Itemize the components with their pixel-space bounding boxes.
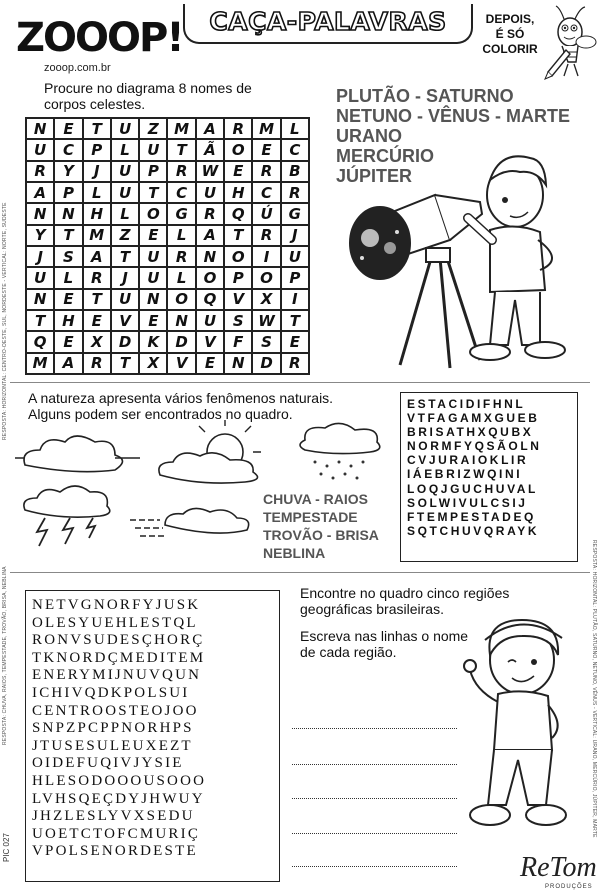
weather-grid-row[interactable]: SOLWIVULCSIJ: [407, 495, 528, 510]
grid-cell[interactable]: N: [167, 310, 195, 331]
side-answer-left-bottom: RESPOSTA: CHUVA, RAIOS, TEMPESTADE, TROVÃO, BRISA, NEBLINA: [2, 566, 8, 745]
grid-cell[interactable]: V: [196, 331, 224, 352]
grid-cell[interactable]: J: [281, 225, 309, 246]
section2-instruction-line-2: Alguns podem ser encontrados no quadro.: [28, 406, 293, 422]
regions-grid-row[interactable]: LVHSQEÇDYJHWUY: [32, 790, 205, 807]
grid-cell[interactable]: T: [111, 246, 139, 267]
celestial-words-line-3: URANO: [336, 126, 402, 146]
grid-cell[interactable]: M: [167, 118, 195, 139]
section3-instruction-2: [300, 628, 468, 660]
grid-cell[interactable]: M: [83, 225, 111, 246]
grid-cell[interactable]: U: [111, 161, 139, 182]
grid-cell[interactable]: D: [252, 353, 280, 374]
grid-cell[interactable]: L: [111, 139, 139, 160]
grid-cell[interactable]: Y: [26, 225, 54, 246]
grid-cell[interactable]: P: [139, 161, 167, 182]
celestial-bodies-grid: [25, 117, 310, 375]
coloring-note: [480, 12, 540, 57]
grid-cell[interactable]: V: [111, 310, 139, 331]
boy-telescope-illustration: [340, 140, 590, 380]
grid-cell[interactable]: P: [281, 267, 309, 288]
regions-grid-row[interactable]: JTUSESULEUXEZT: [32, 737, 193, 754]
grid-cell[interactable]: R: [196, 203, 224, 224]
weather-grid-row[interactable]: IÁEBRIZWQINI: [407, 467, 523, 482]
bee-pencil-illustration: [538, 2, 598, 80]
weather-words-line-2: TEMPESTADE: [263, 509, 358, 525]
grid-cell[interactable]: O: [196, 267, 224, 288]
grid-cell[interactable]: Z: [111, 225, 139, 246]
grid-cell[interactable]: L: [281, 118, 309, 139]
answer-line-4[interactable]: [292, 833, 457, 834]
section1-instruction-line-2: corpos celestes.: [44, 96, 146, 112]
grid-cell[interactable]: W: [196, 161, 224, 182]
grid-cell[interactable]: T: [83, 289, 111, 310]
section2-instruction-line-1: A natureza apresenta vários fenômenos naturais.: [28, 390, 334, 406]
grid-cell[interactable]: D: [111, 331, 139, 352]
grid-cell[interactable]: R: [252, 225, 280, 246]
grid-cell[interactable]: E: [54, 289, 82, 310]
grid-cell[interactable]: M: [252, 118, 280, 139]
celestial-words-line-5: JÚPITER: [336, 166, 413, 186]
grid-cell[interactable]: T: [139, 182, 167, 203]
page-title: CAÇA-PALAVRAS: [209, 7, 447, 36]
coloring-note-line-1: DEPOIS,: [485, 12, 535, 26]
grid-cell[interactable]: I: [281, 289, 309, 310]
grid-cell[interactable]: O: [139, 203, 167, 224]
regions-grid-row[interactable]: ICHIVQDKPOLSUI: [32, 684, 190, 701]
grid-cell[interactable]: E: [54, 118, 82, 139]
regions-grid-row[interactable]: SNPZPCPPNORHPS: [32, 720, 194, 737]
regions-grid-row[interactable]: TKNORDÇMEDITEM: [32, 649, 206, 666]
zooop-logo: ZOOOP!: [16, 15, 183, 61]
section1-instruction-line-1: Procure no diagrama 8 nomes de: [44, 80, 252, 96]
grid-cell[interactable]: L: [54, 267, 82, 288]
page-code: PIC 027: [2, 833, 11, 862]
grid-cell[interactable]: N: [26, 203, 54, 224]
grid-cell[interactable]: E: [54, 331, 82, 352]
grid-cell[interactable]: J: [83, 161, 111, 182]
grid-cell[interactable]: C: [167, 182, 195, 203]
grid-cell[interactable]: N: [54, 203, 82, 224]
weather-words-line-4: NEBLINA: [263, 545, 326, 561]
grid-cell[interactable]: X: [139, 353, 167, 374]
grid-cell[interactable]: H: [83, 203, 111, 224]
grid-cell[interactable]: R: [252, 161, 280, 182]
grid-cell[interactable]: B: [281, 161, 309, 182]
grid-cell[interactable]: Ú: [252, 203, 280, 224]
grid-cell[interactable]: U: [111, 182, 139, 203]
grid-cell[interactable]: E: [139, 225, 167, 246]
regions-grid-row[interactable]: NETVGNORFYJUSK: [32, 597, 201, 613]
grid-cell[interactable]: E: [139, 310, 167, 331]
grid-cell[interactable]: S: [252, 331, 280, 352]
logo-url: zooop.com.br: [44, 62, 111, 74]
grid-cell[interactable]: T: [54, 225, 82, 246]
grid-cell[interactable]: W: [252, 310, 280, 331]
grid-cell[interactable]: O: [224, 246, 252, 267]
retom-brand-subtitle: PRODUÇÕES: [545, 884, 593, 890]
section3-instruction-2-line-2: de cada região.: [300, 644, 397, 660]
grid-cell[interactable]: R: [224, 118, 252, 139]
grid-cell[interactable]: P: [54, 182, 82, 203]
grid-cell[interactable]: A: [83, 246, 111, 267]
section3-instruction-1-line-2: geográficas brasileiras.: [300, 601, 444, 617]
answer-line-1[interactable]: [292, 728, 457, 729]
grid-cell[interactable]: E: [252, 139, 280, 160]
grid-cell[interactable]: U: [26, 139, 54, 160]
regions-grid-row[interactable]: CENTROOSTEOJOO: [32, 702, 199, 719]
grid-cell[interactable]: R: [26, 161, 54, 182]
weather-grid-row[interactable]: NORMFYQSÃOLN: [407, 439, 542, 454]
regions-grid-row[interactable]: VPOLSENORDESTE: [32, 843, 198, 860]
side-answer-right: RESPOSTA: HORIZONTAL: PLUTÃO, SATURNO, NETUNO, VÊNUS - VERTICAL: URANO, MERCÚRIO, JÚPITER, MARTE: [591, 540, 597, 838]
grid-cell[interactable]: R: [83, 353, 111, 374]
grid-cell[interactable]: L: [167, 267, 195, 288]
grid-cell[interactable]: G: [281, 203, 309, 224]
grid-cell[interactable]: V: [167, 353, 195, 374]
grid-cell[interactable]: H: [224, 182, 252, 203]
grid-cell[interactable]: R: [281, 182, 309, 203]
weather-words-line-1: CHUVA - RAIOS: [263, 491, 368, 507]
grid-cell[interactable]: N: [139, 289, 167, 310]
grid-cell[interactable]: T: [83, 118, 111, 139]
grid-cell[interactable]: Z: [139, 118, 167, 139]
grid-cell[interactable]: U: [196, 182, 224, 203]
grid-cell[interactable]: T: [111, 353, 139, 374]
grid-cell[interactable]: S: [224, 310, 252, 331]
grid-cell[interactable]: J: [111, 267, 139, 288]
grid-cell[interactable]: C: [281, 139, 309, 160]
weather-grid-row[interactable]: LOQJGUCHUVAL: [407, 481, 538, 496]
weather-grid: [400, 392, 578, 562]
section3-instruction-1-line-1: Encontre no quadro cinco regiões: [300, 585, 510, 601]
regions-grid-row[interactable]: OIDEFUQIVJYSIE: [32, 755, 184, 772]
regions-grid-row[interactable]: JHZLESLYVXSEDU: [32, 808, 195, 825]
grid-cell[interactable]: Q: [26, 331, 54, 352]
celestial-words-line-4: MERCÚRIO: [336, 146, 434, 166]
section2-instruction: [28, 390, 333, 422]
weather-words-list: [263, 490, 379, 562]
weather-grid-row[interactable]: SQTCHUVQRAYK: [407, 523, 540, 538]
grid-cell[interactable]: C: [54, 139, 82, 160]
grid-cell[interactable]: R: [281, 353, 309, 374]
grid-cell[interactable]: A: [26, 182, 54, 203]
coloring-note-line-3: COLORIR: [482, 42, 538, 56]
grid-cell[interactable]: K: [139, 331, 167, 352]
celestial-words-line-2: NETUNO - VÊNUS - MARTE: [336, 106, 570, 126]
grid-cell[interactable]: O: [167, 289, 195, 310]
grid-cell[interactable]: N: [26, 118, 54, 139]
grid-cell[interactable]: Q: [196, 289, 224, 310]
grid-cell[interactable]: E: [224, 161, 252, 182]
grid-cell[interactable]: T: [26, 310, 54, 331]
grid-cell[interactable]: R: [83, 267, 111, 288]
girl-illustration: [460, 610, 585, 840]
weather-grid-row[interactable]: CVJURAIOKLIR: [407, 453, 529, 468]
section-divider-2: [10, 572, 590, 573]
grid-cell[interactable]: G: [167, 203, 195, 224]
grid-cell[interactable]: H: [54, 310, 82, 331]
regions-grid-row[interactable]: UOETCTOFCMURIÇ: [32, 825, 201, 842]
retom-brand-logo: ReTom: [520, 852, 597, 883]
grid-cell[interactable]: P: [224, 267, 252, 288]
grid-cell[interactable]: I: [252, 246, 280, 267]
grid-cell[interactable]: N: [224, 353, 252, 374]
grid-cell[interactable]: M: [26, 353, 54, 374]
grid-cell[interactable]: T: [224, 225, 252, 246]
regions-grid: [25, 590, 280, 882]
grid-cell[interactable]: F: [224, 331, 252, 352]
weather-grid-row[interactable]: FTEMPESTADEQ: [407, 509, 536, 524]
grid-cell[interactable]: D: [167, 331, 195, 352]
grid-cell[interactable]: E: [83, 310, 111, 331]
section3-instruction-2-line-1: Escreva nas linhas o nome: [300, 628, 469, 644]
grid-cell[interactable]: E: [281, 331, 309, 352]
grid-cell[interactable]: L: [111, 203, 139, 224]
weather-grid-row[interactable]: BRISATHXQUBX: [407, 425, 534, 440]
grid-cell[interactable]: U: [26, 267, 54, 288]
grid-cell[interactable]: A: [196, 118, 224, 139]
grid-cell[interactable]: R: [167, 246, 195, 267]
grid-cell[interactable]: A: [196, 225, 224, 246]
answer-line-3[interactable]: [292, 798, 457, 799]
weather-grid-row[interactable]: ESTACIDIFHNL: [407, 397, 526, 411]
side-answer-left-top: RESPOSTA: HORIZONTAL: CENTRO-OESTE, SUL, NORDESTE - VERTICAL: NORTE, SUDESTE: [2, 202, 8, 440]
grid-cell[interactable]: Y: [54, 161, 82, 182]
grid-cell[interactable]: C: [252, 182, 280, 203]
grid-cell[interactable]: Ã: [196, 139, 224, 160]
grid-cell[interactable]: N: [26, 289, 54, 310]
grid-cell[interactable]: U: [111, 118, 139, 139]
section-divider-1: [10, 382, 590, 383]
section1-instruction: [44, 80, 252, 112]
coloring-note-line-2: É SÓ: [495, 27, 525, 41]
grid-cell[interactable]: R: [167, 161, 195, 182]
grid-cell[interactable]: U: [139, 246, 167, 267]
answer-line-2[interactable]: [292, 764, 457, 765]
grid-cell[interactable]: Q: [224, 203, 252, 224]
grid-cell[interactable]: U: [196, 310, 224, 331]
grid-cell[interactable]: U: [139, 267, 167, 288]
grid-cell[interactable]: E: [196, 353, 224, 374]
grid-cell[interactable]: J: [26, 246, 54, 267]
grid-cell[interactable]: V: [224, 289, 252, 310]
grid-cell[interactable]: U: [281, 246, 309, 267]
grid-cell[interactable]: N: [196, 246, 224, 267]
grid-cell[interactable]: O: [252, 267, 280, 288]
weather-grid-row[interactable]: VTFAGAMXGUEB: [407, 411, 540, 426]
grid-cell[interactable]: L: [83, 182, 111, 203]
celestial-words-line-1: PLUTÃO - SATURNO: [336, 86, 514, 106]
answer-line-5[interactable]: [292, 866, 457, 867]
grid-cell[interactable]: L: [167, 225, 195, 246]
grid-cell[interactable]: X: [252, 289, 280, 310]
grid-cell[interactable]: X: [83, 331, 111, 352]
grid-cell[interactable]: A: [54, 353, 82, 374]
grid-cell[interactable]: P: [83, 139, 111, 160]
weather-words-line-3: TROVÃO - BRISA: [263, 527, 379, 543]
regions-grid-row[interactable]: HLESODOOOUSOOO: [32, 772, 207, 789]
regions-grid-row[interactable]: RONVSUDESÇHORÇ: [32, 632, 205, 649]
regions-grid-row[interactable]: ENERYMIJNUVQUN: [32, 667, 202, 684]
regions-grid-row[interactable]: OLESYUEHLESTQL: [32, 614, 198, 631]
grid-cell[interactable]: U: [139, 139, 167, 160]
grid-cell[interactable]: U: [111, 289, 139, 310]
grid-cell[interactable]: S: [54, 246, 82, 267]
grid-cell[interactable]: T: [167, 139, 195, 160]
grid-cell[interactable]: O: [224, 139, 252, 160]
grid-cell[interactable]: T: [281, 310, 309, 331]
